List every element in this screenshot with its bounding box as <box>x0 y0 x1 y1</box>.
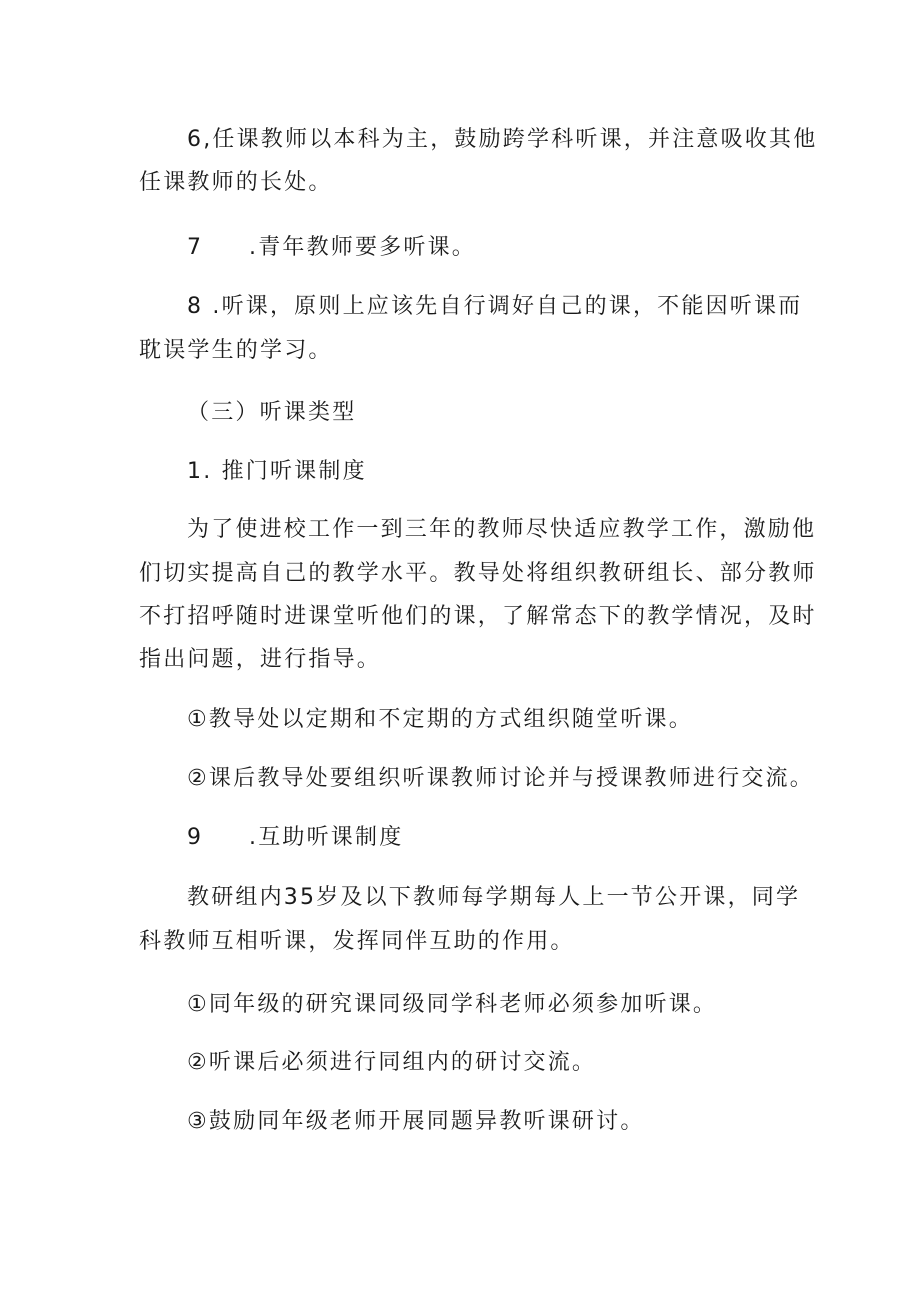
subheading-push-in: 1. 推门听课制度 <box>187 459 367 484</box>
paragraph-8-line-2: 耽误学生的学习。 <box>139 338 333 363</box>
paragraph-6-line-1: 6,任课教师以本科为主，鼓励跨学科听课，并注意吸收其他 <box>187 127 818 152</box>
list-item-9 <box>187 823 403 853</box>
push-list-item-2: ②课后教导处要组织听课教师讨论并与授课教师进行交流。 <box>187 766 814 791</box>
paragraph-push-line-4: 指出问题，进行指导。 <box>139 647 382 672</box>
list-item-7-number: 7 <box>187 235 204 260</box>
paragraph-push-line-2: 们切实提高自己的教学水平。教导处将组织教研组长、部分教师 <box>139 561 817 586</box>
mutual-list-item-2: ②听课后必须进行同组内的研讨交流。 <box>187 1050 597 1075</box>
paragraph-push-line-3: 不打招呼随时进课堂听他们的课，了解常态下的教学情况，及时 <box>139 604 817 629</box>
push-list-item-1: ①教导处以定期和不定期的方式组织随堂听课。 <box>187 707 693 732</box>
list-item-9-number: 9 <box>187 825 204 850</box>
list-item-9-text: .互助听课制度 <box>249 825 404 850</box>
list-item-7-text: .青年教师要多听课。 <box>249 235 476 260</box>
list-item-7 <box>187 233 476 263</box>
mutual-list-item-3: ③鼓励同年级老师开展同题异教听课研讨。 <box>187 1109 645 1134</box>
paragraph-6-line-2: 任课教师的长处。 <box>139 170 333 195</box>
paragraph-push-line-1: 为了使进校工作一到三年的教师尽快适应教学工作，激励他 <box>187 517 817 542</box>
paragraph-mutual-line-1: 教研组内35岁及以下教师每学期每人上一节公开课，同学 <box>187 885 801 910</box>
section-heading-3: （三）听课类型 <box>187 400 357 425</box>
paragraph-8-line-1: 8 .听课，原则上应该先自行调好自己的课，不能因听课而 <box>187 294 803 319</box>
paragraph-mutual-line-2: 科教师互相听课，发挥同伴互助的作用。 <box>139 929 575 954</box>
mutual-list-item-1: ①同年级的研究课同级同学科老师必须参加听课。 <box>187 992 718 1017</box>
